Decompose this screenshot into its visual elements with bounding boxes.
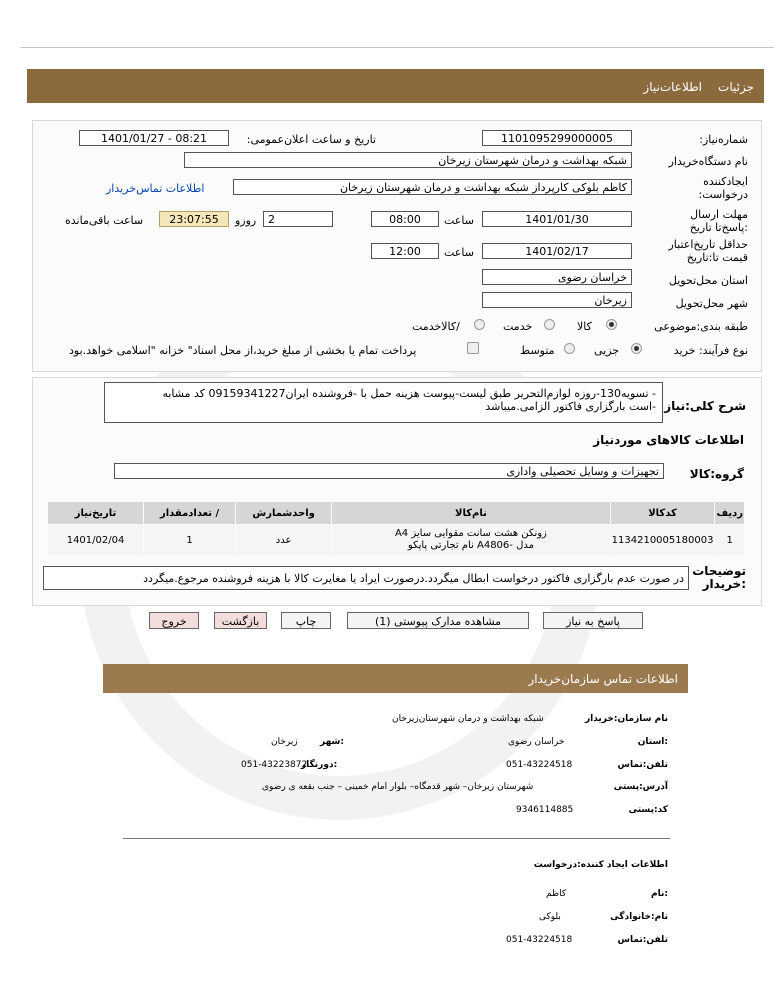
cell-name-line-1: زونکن هشت سانت مقوایی سایز A4	[394, 528, 547, 539]
exit-button[interactable]: خروج	[149, 612, 199, 629]
category-both-radio[interactable]	[474, 319, 485, 330]
buyer-org-label: نام دستگاه‌خریدار	[668, 155, 748, 168]
cell-date: 1401/02/04	[48, 525, 143, 555]
contact-city-value: زیرخان	[271, 737, 298, 747]
deadline-date-field: 1401/01/30	[482, 211, 632, 227]
process-partial-label: جزیی	[594, 344, 620, 357]
header-bar	[27, 69, 764, 103]
description-label: شرح کلی:نیاز	[664, 399, 746, 413]
buyer-notes-field: در صورت عدم بارگزاری فاکتور درخواست ابطال میگردد.درصورت ایراد یا مغایرت کالا با هزینه فروشنده مرجوع.میگردد	[43, 566, 689, 590]
description-line-1: - تسویه130-روزه لوازم‌التحریر طبق لیست-پیوست هزینه حمل با -فروشنده ایران09159341227 کد مشابه	[162, 387, 656, 400]
tab-need-info[interactable]: اطلاعات‌نیاز	[643, 80, 702, 94]
days-field: 2	[263, 211, 333, 227]
validity-time-field: 12:00	[371, 243, 439, 259]
contact-city-label: :شهر	[320, 737, 344, 747]
creator-phone-label: تلفن:تماس	[617, 935, 668, 945]
process-partial-radio[interactable]	[631, 343, 642, 354]
category-service-radio[interactable]	[544, 319, 555, 330]
validity-date-field: 1401/02/17	[482, 243, 632, 259]
category-both-label: /کالاخدمت	[412, 320, 460, 333]
need-number-label: شماره‌نیاز:	[699, 133, 748, 146]
contact-postal-label: کد:پستی	[628, 805, 668, 815]
cell-qty: 1	[144, 525, 235, 555]
col-code: کدکالا	[611, 502, 715, 524]
goods-table	[47, 501, 745, 556]
cell-row: 1	[715, 525, 744, 555]
remaining-time: 23:07:55	[159, 211, 229, 227]
process-medium-radio[interactable]	[564, 343, 575, 354]
deadline-label: مهلت ارسال :پاسخ‌تا تاریخ	[689, 208, 748, 234]
creator-label: ایجادکننده درخواست:	[698, 175, 748, 201]
goods-group-label: گروه:کالا	[689, 467, 744, 481]
creator-last-name-value: بلوکی	[539, 912, 561, 922]
buyer-contact-link[interactable]: اطلاعات تماس‌خریدار	[106, 182, 205, 195]
process-medium-label: متوسط	[520, 344, 555, 357]
contact-province-label: :استان	[637, 737, 668, 747]
contact-postal-value: 9346114885	[516, 805, 574, 815]
province-field: خراسان رضوی	[482, 269, 632, 285]
back-button[interactable]: بازگشت	[214, 612, 267, 629]
city-label: شهر محل‌تحویل	[675, 297, 748, 310]
creator-phone-value: 051-43224518	[506, 935, 573, 945]
col-unit: واحدشمارش	[236, 502, 331, 524]
treasury-payment-note: پرداخت تمام یا بخشی از مبلغ خرید،از محل اسناد" خزانه "اسلامی خواهد.بود	[69, 344, 417, 357]
remaining-label: ساعت باقی‌مانده	[65, 214, 144, 227]
need-number-field: 1101095299000005	[482, 130, 632, 146]
col-date: تاریخ‌نیاز	[48, 502, 143, 524]
description-line-2: -است بارگزاری فاکتور الزامی.میباشد	[485, 400, 656, 413]
contact-phone-label: تلفن:تماس	[617, 760, 668, 770]
contact-province-value: خراسان رضوی	[508, 737, 565, 747]
contact-fax-label: :دورنگار	[301, 760, 338, 770]
deadline-time-field: 08:00	[371, 211, 439, 227]
goods-section-title: اطلاعات کالاهای موردنیاز	[593, 433, 744, 447]
goods-group-field: تجهیزات و وسایل تحصیلی واداری	[114, 463, 664, 479]
col-row: ردیف	[715, 502, 744, 524]
attachments-button[interactable]: مشاهده مدارک پیوستی (1)	[347, 612, 529, 629]
contact-divider	[123, 838, 670, 839]
validity-label: حداقل تاریخ‌اعتبار قیمت تا:تاریخ	[668, 238, 748, 264]
contact-phone-value: 051-43224518	[506, 760, 573, 770]
contact-section-title: اطلاعات تماس سازمان‌خریدار	[528, 672, 678, 686]
col-name: نام‌کالا	[332, 502, 609, 524]
creator-last-name-label: نام:خانوادگی	[610, 912, 668, 922]
buyer-notes-label: توضیحات :خریدار	[692, 564, 746, 591]
top-divider	[20, 47, 774, 48]
creator-first-name-value: کاظم	[546, 889, 567, 899]
contact-section-header	[103, 664, 688, 693]
cell-name	[332, 525, 609, 555]
creator-info-title: اطلاعات ایجاد کننده:درخواست	[533, 860, 668, 870]
cell-name-line-2: مدل -A4806 نام تجارتی پاپکو	[407, 540, 534, 551]
category-goods-radio[interactable]	[606, 319, 617, 330]
cell-unit: عدد	[236, 525, 331, 555]
city-field: زیرخان	[482, 292, 632, 308]
buyer-org-field: شبکه بهداشت و درمان شهرستان زیرخان	[184, 152, 632, 168]
announce-label: تاریخ و ساعت اعلان‌عمومی:	[246, 133, 376, 146]
print-button[interactable]: چاپ	[281, 612, 331, 629]
treasury-payment-checkbox[interactable]	[467, 342, 479, 354]
contact-fax-value: 051-43223872	[241, 760, 308, 770]
contact-address-label: آدرس:پستی	[613, 782, 668, 792]
goods-table-header	[48, 502, 744, 524]
process-label: نوع فرآیند: خرید	[673, 344, 748, 357]
contact-org-value: شبکه بهداشت و درمان شهرستان‌زیرخان	[392, 714, 544, 724]
col-qty: / تعدادمقدار	[144, 502, 235, 524]
category-label: طبقه بندی:موضوعی	[654, 320, 748, 333]
creator-field: کاظم بلوکی کارپرداز شبکه بهداشت و درمان شهرستان زیرخان	[233, 179, 632, 195]
contact-org-label: نام سازمان:خریدار	[584, 714, 668, 724]
contact-address-value: شهرستان زیرخان– شهر قدمگاه– بلوار امام خمینی – جنب بقعه ی رضوی	[262, 782, 534, 792]
announce-field: 1401/01/27 - 08:21	[79, 130, 229, 146]
tab-details[interactable]: جزئیات	[718, 80, 754, 94]
deadline-time-label: ساعت	[444, 214, 474, 227]
description-field	[104, 382, 663, 423]
reply-button[interactable]: پاسخ به نیاز	[543, 612, 643, 629]
category-service-label: خدمت	[503, 320, 533, 333]
table-row	[48, 525, 744, 555]
days-label: روزو	[235, 214, 257, 227]
creator-first-name-label: :نام	[651, 889, 668, 899]
category-goods-label: کالا	[577, 320, 592, 333]
cell-code: 1134210005180003	[611, 525, 715, 555]
validity-time-label: ساعت	[444, 246, 474, 259]
province-label: استان محل‌تحویل	[668, 274, 748, 287]
